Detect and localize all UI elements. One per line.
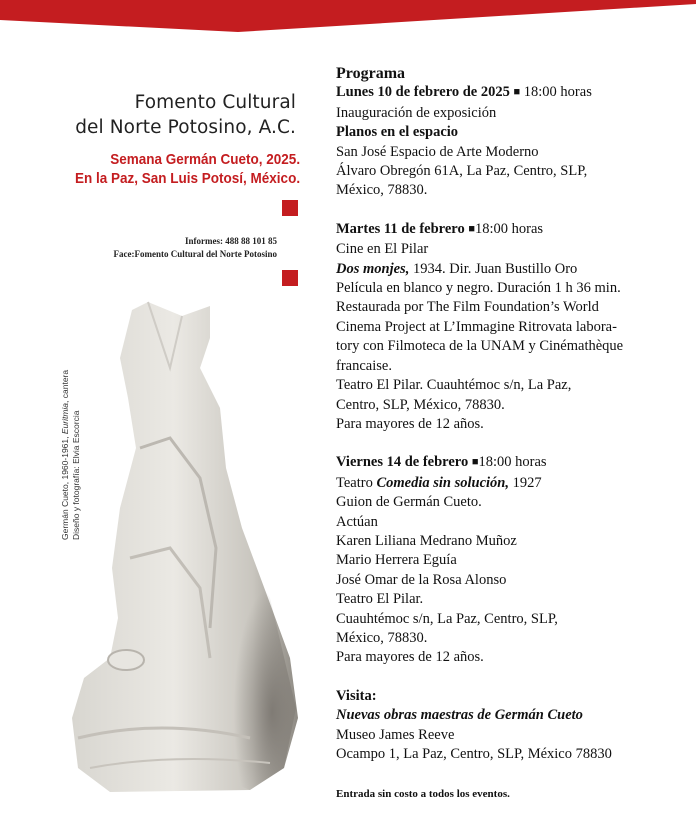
program-section: [336, 64, 686, 764]
event3-line: Cuauhtémoc s/n, La Paz, Centro, SLP,: [336, 610, 558, 627]
event1-date-line: [336, 83, 686, 103]
event2-line: francaise.: [336, 357, 392, 374]
visit-line: Ocampo 1, La Paz, Centro, SLP, México 78830: [336, 746, 612, 762]
event3-line: Karen Liliana Medrano Muñoz: [336, 532, 517, 549]
event3-date: Viernes 14 de febrero: [336, 454, 469, 471]
event3-line: José Omar de la Rosa Alonso: [336, 571, 507, 588]
event1-venue-line: México, 78830.: [336, 182, 428, 199]
event3-line: México, 78830.: [336, 629, 428, 646]
artwork-caption-suffix: , cantera: [60, 369, 70, 403]
contact-info: [114, 235, 277, 261]
event-week-line1: Semana Germán Cueto, 2025.: [110, 151, 300, 168]
event3-play-title: Comedia sin solución,: [376, 474, 509, 491]
program-heading: Programa: [336, 65, 406, 82]
event2-line: Centro, SLP, México, 78830.: [336, 396, 505, 413]
free-entry-note: Entrada sin costo a todos los eventos.: [336, 788, 510, 800]
event3-line: Para mayores de 12 años.: [336, 649, 484, 666]
event1-line: Inauguración de exposición: [336, 104, 497, 121]
event-week-line2: En la Paz, San Luis Potosí, México.: [74, 170, 300, 187]
sculpture-image: [70, 298, 310, 798]
visit-heading: Visita:: [336, 687, 377, 704]
red-square-1: [282, 200, 298, 216]
event2-line: Cinema Project at L’Immagine Ritrovata labora-: [336, 318, 617, 335]
event2-film-details: 1934. Dir. Juan Bustillo Oro: [409, 260, 578, 277]
organization-name: [75, 90, 296, 140]
event2-line: Película en blanco y negro. Duración 1 h 36 min.: [336, 280, 621, 297]
event3-line: Teatro El Pilar.: [336, 591, 424, 608]
event1-title: Planos en el espacio: [336, 124, 459, 141]
event3-line: Guion de Germán Cueto.: [336, 494, 482, 511]
visit-line: Museo James Reeve: [336, 726, 455, 743]
event2-line: Para mayores de 12 años.: [336, 415, 484, 432]
event3-play-line: [336, 474, 686, 493]
artwork-caption-title: Euritmia: [60, 402, 70, 435]
event1-time: 18:00 horas: [523, 84, 592, 101]
red-square-2: [282, 270, 298, 286]
organization-name-line2: del Norte Potosino, A.C.: [75, 117, 296, 138]
event1-venue-line: San José Espacio de Arte Moderno: [336, 143, 539, 160]
event2-line: Teatro El Pilar. Cuauhtémoc s/n, La Paz,: [336, 377, 572, 394]
event1-venue-line: Álvaro Obregón 61A, La Paz, Centro, SLP,: [336, 163, 588, 180]
event3-date-line: [336, 453, 686, 473]
event3-line: Actúan: [336, 513, 378, 530]
event2-film-line: [336, 260, 686, 279]
event3-play-prefix: Teatro: [336, 474, 377, 491]
event2-line: tory con Filmoteca de la UNAM y Cinémathèque: [336, 338, 624, 355]
event1-date: Lunes 10 de febrero de 2025: [336, 84, 510, 101]
design-credit: Diseño y fotografía: Elvia Escorcia: [71, 410, 81, 540]
contact-phone: Informes: 488 88 101 85: [185, 236, 277, 246]
event3-time: 18:00 horas: [478, 454, 547, 471]
event2-intro: Cine en El Pilar: [336, 241, 429, 258]
visit-title: Nuevas obras maestras de Germán Cueto: [336, 707, 583, 724]
event2-film-title: Dos monjes,: [336, 260, 410, 277]
event2-date-line: [336, 220, 686, 240]
event-week-title: [75, 150, 300, 188]
contact-facebook: Face:Fomento Cultural del Norte Potosino: [113, 249, 277, 259]
event3-line: Mario Herrera Eguía: [336, 552, 457, 569]
artwork-caption-prefix: Germán Cueto, 1960-1961,: [60, 434, 70, 540]
event1-bullet: ■: [513, 86, 521, 99]
event3-play-year: 1927: [509, 474, 542, 491]
event3-bullet: ■: [471, 456, 479, 469]
event2-line: Restaurada por The Film Foundation’s World: [336, 299, 599, 316]
organization-name-line1: Fomento Cultural: [134, 92, 296, 113]
event2-time: 18:00 horas: [475, 220, 544, 237]
event2-bullet: ■: [468, 222, 475, 235]
top-red-band: [0, 0, 696, 34]
event2-date: Martes 11 de febrero: [336, 220, 465, 237]
